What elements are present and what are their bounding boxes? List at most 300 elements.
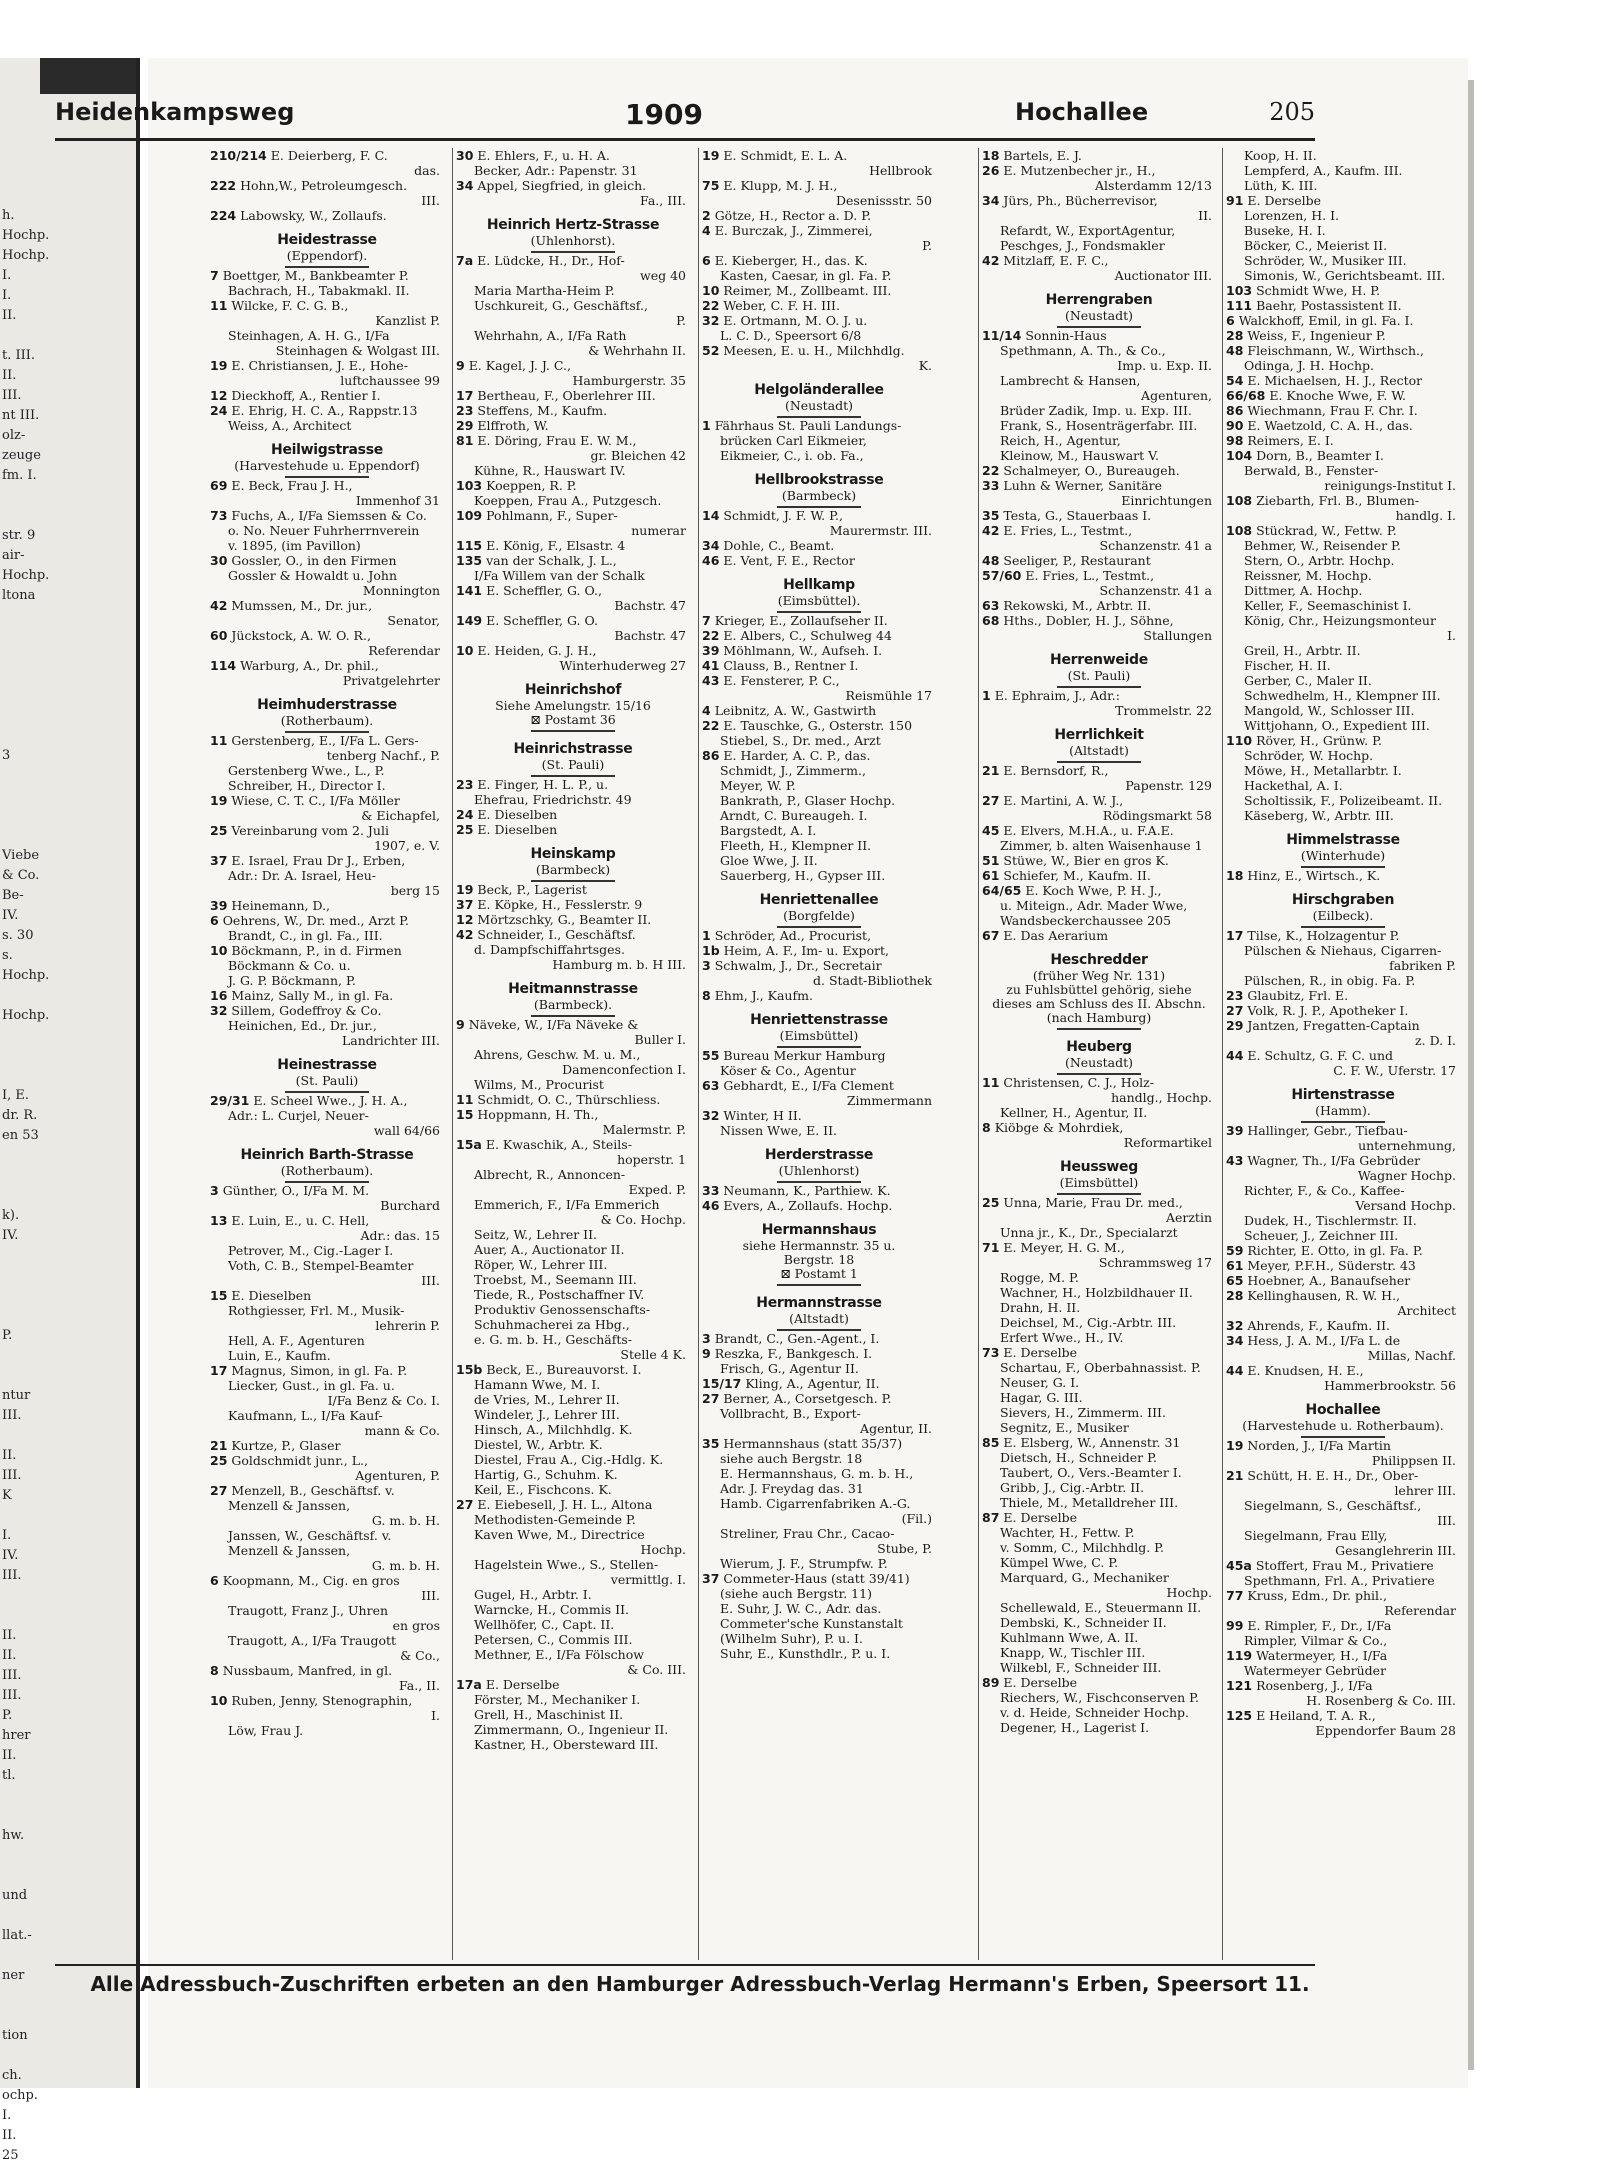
prev-page-fragment: en 53 [2,1128,39,1143]
house-number: 29/31 [210,1093,250,1108]
entry-text: Reissner, M. Hochp. [1244,568,1372,583]
entry-text: Suhr, E., Kunsthdlr., P. u. I. [720,1646,891,1661]
resident-entry [982,373,1216,388]
house-number: 104 [1226,448,1253,463]
entry-continuation [210,1123,444,1138]
entry-text: C. F. W., Uferstr. 17 [1333,1063,1456,1078]
house-number: 46 [702,1198,720,1213]
entry-text: H. Rosenberg & Co. III. [1306,1693,1456,1708]
resident-entry [210,418,444,433]
entry-text: Sillem, Godeffroy & Co. [231,1003,382,1018]
resident-entry [456,792,690,807]
resident-entry [456,568,690,583]
street-heading: Heinrichshof [524,682,622,698]
prev-page-fragment: Hochp. [2,1008,50,1023]
street-heading: Heinrich Barth-Strasse [240,1147,414,1163]
entry-text: Kümpel Wwe, C. P. [1000,1555,1119,1570]
entry-text: Reich, H., Agentur, [1000,433,1121,448]
house-number: 51 [982,853,1000,868]
street-heading: Henriettenallee [759,892,879,908]
resident-entry [702,823,936,838]
entry-continuation [210,583,444,598]
house-entry [456,553,690,568]
resident-entry [982,1360,1216,1375]
entry-text: Gesanglehrerin III. [1335,1543,1456,1558]
house-number: 89 [982,1675,1000,1690]
street-district: Bergstr. 18 [783,1252,855,1267]
entry-text: Produktiv Genossenschafts- [474,1302,651,1317]
resident-entry [982,433,1216,448]
house-entry [982,763,1216,778]
house-number: 22 [702,298,720,313]
entry-text: Schmidt, J. F. W. P., [723,508,843,523]
entry-text: Exped. P. [628,1182,686,1197]
entry-text: handlg., Hochp. [1111,1090,1212,1105]
street-heading: Herrenweide [1050,652,1148,668]
entry-text: Hoppmann, H. Th., [477,1107,599,1122]
resident-entry [982,1555,1216,1570]
house-entry [1226,1618,1460,1633]
entry-text: Aerztin [1165,1210,1212,1225]
house-entry [210,358,444,373]
house-entry [456,777,690,792]
header-last-street: Hochallee [1015,98,1149,126]
entry-continuation [702,1511,936,1526]
house-number: 98 [1226,433,1244,448]
entry-text: Magnus, Simon, in gl. Fa. P. [231,1363,408,1378]
resident-entry [1226,208,1460,223]
street-heading: Heuberg [1066,1039,1132,1055]
entry-text: Bachstr. 47 [614,598,686,613]
resident-entry [702,778,936,793]
entry-continuation [1226,508,1460,523]
entry-continuation [1226,1513,1460,1528]
house-entry [1226,193,1460,208]
street-district: ⊠ Postamt 36 [530,712,616,727]
entry-text: Gloe Wwe, J. II. [720,853,818,868]
entry-continuation [1226,1543,1460,1558]
house-entry [702,928,936,943]
entry-text: v. Somm, C., Milchhdlg. P. [1000,1540,1165,1555]
entry-text: Rothgiesser, Frl. M., Musik- [228,1303,405,1318]
house-number: 21 [982,763,1000,778]
entry-text: Wilkebl, F., Schneider III. [1000,1660,1162,1675]
entry-continuation [210,193,444,208]
header-first-street: Heidenkampsweg [55,98,295,126]
house-number: 27 [210,1483,228,1498]
entry-text: Schütt, H. E. H., Dr., Ober- [1247,1468,1419,1483]
house-number: 10 [210,1693,228,1708]
entry-text: E. Das Aerarium [1003,928,1109,943]
entry-text: Bureau Merkur Hamburg [723,1048,886,1063]
entry-text: Näveke, W., I/Fa Näveke & [468,1017,639,1032]
resident-entry [456,1452,690,1467]
entry-text: Pülschen & Niehaus, Cigarren- [1244,943,1442,958]
house-entry [702,1078,936,1093]
entry-text: Diestel, Frau A., Cig.-Hdlg. K. [474,1452,664,1467]
house-entry [210,853,444,868]
entry-text: E. Derselbe [1003,1675,1078,1690]
entry-text: Janssen, W., Geschäftsf. v. [228,1528,392,1543]
entry-text: E. Klupp, M. J. H., [723,178,838,193]
house-number: 75 [702,178,720,193]
entry-continuation [702,238,936,253]
street-heading: Herderstrasse [764,1147,874,1163]
entry-text: Stallungen [1143,628,1212,643]
entry-continuation [456,1572,690,1587]
house-entry [702,1198,936,1213]
resident-entry [982,1465,1216,1480]
resident-entry [210,1498,444,1513]
entry-continuation [456,373,690,388]
resident-entry [1226,793,1460,808]
entry-continuation [1226,1063,1460,1078]
house-number: 12 [210,388,228,403]
entry-text: E. Kieberger, H., das. K. [714,253,868,268]
house-entry [1226,283,1460,298]
house-entry [456,807,690,822]
entry-text: Hamburgerstr. 35 [572,373,686,388]
house-entry [210,898,444,913]
house-number: 23 [1226,988,1244,1003]
house-number: 19 [702,148,720,163]
resident-entry [210,538,444,553]
entry-text: Kuhlmann Wwe, A. II. [1000,1630,1139,1645]
entry-text: Beck, P., Lagerist [477,882,587,897]
entry-text: Refardt, W., ExportAgentur, [1000,223,1176,238]
entry-text: E. Rimpler, F., Dr., I/Fa [1247,1618,1392,1633]
entry-text: Baehr, Postassistent II. [1256,298,1402,313]
house-number: 48 [982,553,1000,568]
entry-text: Wachter, H., Fettw. P. [1000,1525,1135,1540]
entry-continuation [210,643,444,658]
street-district: (Rotherbaum). [280,713,374,728]
entry-text: E. Ephraim, J., Adr.: [994,688,1120,703]
entry-text: Hochp. [640,1542,686,1557]
street-heading: Herrlichkeit [1054,727,1144,743]
house-entry [210,1288,444,1303]
entry-text: das. [414,163,440,178]
street-heading: Herrengraben [1045,292,1153,308]
entry-text: Greil, H., Arbtr. II. [1244,643,1361,658]
street-district: (Harvestehude u. Rotherbaum). [1242,1418,1444,1433]
entry-continuation [982,268,1216,283]
house-entry [982,1195,1216,1210]
entry-continuation [982,1585,1216,1600]
house-number: 66/68 [1226,388,1266,403]
street-district: ⊠ Postamt 1 [780,1266,858,1281]
entry-text: Trommelstr. 22 [1115,703,1212,718]
house-number: 19 [210,793,228,808]
house-number: 27 [982,793,1000,808]
house-number: 45a [1226,1558,1252,1573]
entry-continuation [1226,1378,1460,1393]
entry-text: Wagner, Th., I/Fa Gebrüder [1247,1153,1421,1168]
entry-text: E. Lüdcke, H., Dr., Hof- [477,253,625,268]
house-number: 29 [456,418,474,433]
resident-entry [456,1557,690,1572]
entry-text: E. Albers, C., Schulweg 44 [723,628,892,643]
resident-entry [702,808,936,823]
entry-continuation [702,688,936,703]
entry-text: Stern, O., Arbtr. Hochp. [1244,553,1395,568]
entry-text: Lambrecht & Hansen, [1000,373,1141,388]
resident-entry [456,1392,690,1407]
house-number: 57/60 [982,568,1022,583]
resident-entry [982,1390,1216,1405]
entry-text: Landrichter III. [342,1033,440,1048]
entry-text: vermittlg. I. [610,1572,686,1587]
resident-entry [1226,1663,1460,1678]
house-number: 86 [702,748,720,763]
resident-entry [210,1543,444,1558]
entry-text: (siehe auch Bergstr. 11) [720,1586,872,1601]
house-entry [702,1571,936,1586]
house-number: 41 [702,658,720,673]
house-number: 17 [456,388,474,403]
entry-text: Koeppen, R. P. [486,478,577,493]
entry-text: Stelle 4 K. [620,1347,686,1362]
house-number: 91 [1226,193,1244,208]
house-entry [702,178,936,193]
street-heading: Heussweg [1060,1159,1138,1175]
entry-text: Wilcke, F. C. G. B., [231,298,349,313]
entry-text: Behmer, W., Reisender P. [1244,538,1401,553]
house-entry [210,298,444,313]
resident-entry [456,1272,690,1287]
house-entry [456,613,690,628]
entry-text: Ziebarth, Frl. B., Blumen- [1256,493,1420,508]
prev-page-fragment: llat.- [2,1928,32,1943]
resident-entry [456,1632,690,1647]
house-number: 115 [456,538,483,553]
entry-continuation [210,1618,444,1633]
entry-text: I. [431,1708,440,1723]
column-divider [452,148,453,1960]
resident-entry [982,1480,1216,1495]
resident-entry [982,1405,1216,1420]
entry-text: Stube, P. [877,1541,932,1556]
house-number: 224 [210,208,237,223]
prev-page-fragment: 3 [2,748,11,763]
entry-text: Hths., Dobler, H. J., Söhne, [1003,613,1174,628]
resident-entry [210,1108,444,1123]
entry-text: Hohn,W., Petroleumgesch. [240,178,408,193]
entry-text: Streliner, Frau Chr., Cacao- [720,1526,895,1541]
resident-entry [210,778,444,793]
entry-text: Reismühle 17 [845,688,932,703]
entry-text: & Co. III. [627,1662,686,1677]
entry-text: Petersen, C., Commis III. [474,1632,633,1647]
house-number: 3 [702,1331,711,1346]
entry-text: E. Ortmann, M. O. J. u. [723,313,868,328]
entry-text: E. Ehlers, F., u. H. A. [477,148,610,163]
house-number: 3 [702,958,711,973]
house-number: 34 [702,538,720,553]
entry-text: Maurermstr. III. [829,523,932,538]
prev-page-fragment: ochp. [2,2088,38,2103]
entry-text: Voth, C. B., Stempel-Beamter [228,1258,414,1273]
house-entry [982,598,1216,613]
entry-continuation [456,1662,690,1677]
entry-continuation [210,313,444,328]
entry-text: Seitz, W., Lehrer II. [474,1227,598,1242]
prev-page-fragment: s. 30 [2,928,34,943]
entry-text: Mainz, Sally M., in gl. Fa. [231,988,394,1003]
house-number: 10 [210,943,228,958]
entry-continuation [1226,1693,1460,1708]
entry-text: Liecker, Gust., in gl. Fa. u. [228,1378,395,1393]
house-entry [702,508,936,523]
entry-text: E. Elvers, M.H.A., u. F.A.E. [1003,823,1174,838]
house-entry [210,1438,444,1453]
entry-continuation [210,1468,444,1483]
entry-text: Stückrad, W., Fettw. P. [1256,523,1397,538]
entry-continuation [210,1393,444,1408]
house-number: 24 [210,403,228,418]
entry-text: Schwalm, J., Dr., Secretair [714,958,882,973]
entry-text: Keller, F., Seemaschinist I. [1244,598,1412,613]
entry-text: handlg. I. [1395,508,1456,523]
entry-continuation [210,748,444,763]
prev-page-fragment: olz- [2,428,26,443]
prev-page-fragment: Hochp. [2,968,50,983]
entry-text: Hagelstein Wwe., S., Stellen- [474,1557,659,1572]
entry-continuation [210,373,444,388]
entry-text: Brandt, C., Gen.-Agent., I. [714,1331,880,1346]
entry-continuation [210,1558,444,1573]
house-number: 42 [982,523,1000,538]
resident-entry [982,1645,1216,1660]
entry-text: Windeler, J., Lehrer III. [474,1407,620,1422]
house-number: 3 [210,1183,219,1198]
house-entry [456,1362,690,1377]
resident-entry [456,463,690,478]
entry-text: E. Derselbe [1003,1345,1078,1360]
entry-text: Hell, A. F., Agenturen [228,1333,365,1348]
entry-text: E. Luin, E., u. C. Hell, [231,1213,370,1228]
house-entry [1226,1018,1460,1033]
entry-text: Hartig, G., Schuhm. K. [474,1467,618,1482]
entry-text: Segnitz, E., Musiker [1000,1420,1129,1435]
prev-page-fragment: I. [2,288,12,303]
entry-text: Menzell & Janssen, [228,1543,351,1558]
entry-text: Förster, M., Mechaniker I. [474,1692,641,1707]
house-entry [702,988,936,1003]
house-number: 23 [456,777,474,792]
entry-continuation [982,388,1216,403]
resident-entry [1226,718,1460,733]
entry-text: o. No. Neuer Fuhrherrnverein [228,523,420,538]
resident-entry [1226,658,1460,673]
entry-text: Zimmermann [846,1093,932,1108]
entry-continuation [1226,1303,1460,1318]
house-number: 25 [456,822,474,837]
resident-entry [210,973,444,988]
house-number: 8 [702,988,711,1003]
prev-page-fragment: tl. [2,1768,16,1783]
house-number: 77 [1226,1588,1244,1603]
entry-text: Peschges, J., Fondsmakler [1000,238,1165,253]
entry-text: Dietsch, H., Schneider P. [1000,1450,1157,1465]
house-entry [210,478,444,493]
entry-continuation [982,628,1216,643]
house-entry [456,1092,690,1107]
resident-entry [210,1378,444,1393]
house-number: 6 [210,1573,219,1588]
entry-text: Lempferd, A., Kaufm. III. [1244,163,1403,178]
house-number: 11 [982,1075,1000,1090]
resident-entry [1226,253,1460,268]
prev-page-fragment: k). [2,1208,20,1223]
resident-entry [982,1225,1216,1240]
street-district: (Eilbeck). [1312,908,1374,923]
house-entry [210,1663,444,1678]
resident-entry [702,853,936,868]
resident-entry [456,1047,690,1062]
entry-text: Adr.: L. Curjel, Neuer- [228,1108,369,1123]
house-number: 28 [1226,328,1244,343]
entry-text: (Fil.) [901,1511,932,1526]
house-number: 52 [702,343,720,358]
street-district: (Harvestehude u. Eppendorf) [234,458,420,473]
entry-text: Gugel, H., Arbtr. I. [474,1587,592,1602]
page-number: 205 [1269,98,1315,126]
house-entry [1226,298,1460,313]
entry-continuation [210,883,444,898]
resident-entry [702,1646,936,1661]
house-entry [210,823,444,838]
prev-page-fragment: II. [2,1648,17,1663]
entry-text: Gerber, C., Maler II. [1244,673,1372,688]
entry-text: Kanzlist P. [375,313,440,328]
entry-text: Kaven Wwe, M., Directrice [474,1527,645,1542]
resident-entry [702,733,936,748]
house-entry [702,1183,936,1198]
resident-entry [982,1525,1216,1540]
house-number: 43 [1226,1153,1244,1168]
resident-entry [1226,808,1460,823]
house-entry [982,1510,1216,1525]
entry-text: Kellinghausen, R. W. H., [1247,1288,1401,1303]
prev-page-fragment: II. [2,1448,17,1463]
house-entry [1226,1648,1460,1663]
prev-page-fragment: I. [2,1528,12,1543]
entry-text: Unna jr., K., Dr., Specialarzt [1000,1225,1178,1240]
street-district: siehe Hermannstr. 35 u. [742,1238,896,1253]
street-heading: Heinrichstrasse [513,741,633,757]
entry-text: Burchard [380,1198,440,1213]
entry-text: Schmidt, J., Zimmerm., [720,763,866,778]
entry-text: Referendar [368,643,440,658]
entry-text: Böckmann, P., in d. Firmen [231,943,402,958]
house-entry [1226,868,1460,883]
house-entry [210,553,444,568]
entry-continuation [1226,1723,1460,1738]
entry-text: E. Martini, A. W. J., [1003,793,1124,808]
resident-entry [1226,1633,1460,1648]
entry-text: Schröder, Ad., Procurist, [714,928,872,943]
entry-continuation [210,1198,444,1213]
entry-text: E. Mutzenbecher jr., H., [1003,163,1156,178]
resident-entry [456,1377,690,1392]
entry-text: Reformartikel [1123,1135,1212,1150]
entry-text: tenberg Nachf., P. [326,748,440,763]
entry-text: Lüth, K. III. [1244,178,1318,193]
entry-continuation [456,1122,690,1137]
entry-text: E. Fensterer, P. C., [723,673,840,688]
entry-text: Neuser, G. I. [1000,1375,1080,1390]
